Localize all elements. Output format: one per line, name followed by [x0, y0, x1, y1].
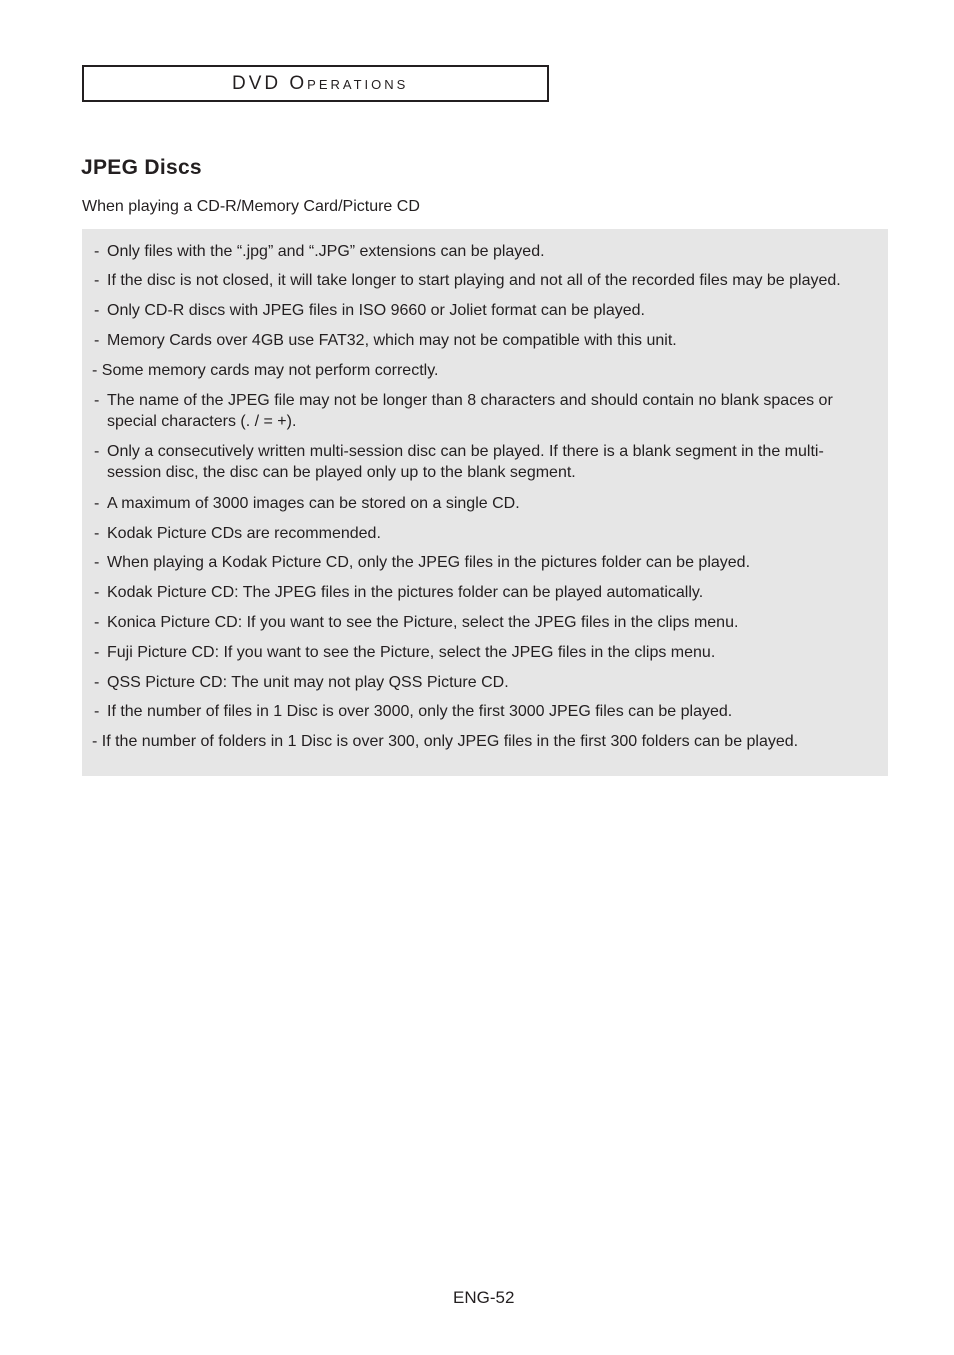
note-item — [94, 642, 874, 663]
note-text: QSS Picture CD: The unit may not play QSS Picture CD. — [107, 674, 509, 691]
note-dash: - — [94, 554, 100, 571]
note-dash: - — [94, 525, 100, 542]
note-item — [94, 552, 874, 573]
page-heading: JPEG Discs — [81, 156, 202, 179]
note-dash: - — [94, 443, 100, 460]
note-dash: - — [94, 674, 100, 691]
note-item — [94, 390, 874, 432]
note-item — [94, 612, 874, 633]
note-dash: - — [94, 243, 100, 260]
note-item: - If the number of folders in 1 Disc is over 300, only JPEG files in the first 300 folders can be played. — [92, 733, 799, 750]
section-header-box — [82, 65, 549, 102]
notes-panel — [82, 229, 888, 776]
note-text: Fuji Picture CD: If you want to see the Picture, select the JPEG files in the clips menu. — [107, 644, 716, 661]
note-text: When playing a Kodak Picture CD, only the JPEG files in the pictures folder can be played. — [107, 554, 751, 571]
note-dash: - — [94, 584, 100, 601]
note-item — [94, 330, 874, 351]
note-item — [94, 270, 874, 291]
note-item — [94, 672, 874, 693]
note-text: Konica Picture CD: If you want to see the Picture, select the JPEG files in the clips menu. — [107, 614, 739, 631]
note-text: The name of the JPEG file may not be longer than 8 characters and should contain no blank spaces or special characters (. / = +). — [107, 392, 833, 430]
note-dash: - — [94, 302, 100, 319]
note-text: Only CD-R discs with JPEG files in ISO 9660 or Joliet format can be played. — [107, 302, 645, 319]
note-item — [94, 493, 874, 514]
note-item — [94, 441, 874, 483]
note-item: - Some memory cards may not perform correctly. — [92, 362, 439, 379]
section-title: DVD Operations — [232, 73, 409, 94]
note-dash: - — [94, 614, 100, 631]
note-dash: - — [94, 644, 100, 661]
note-text: If the number of files in 1 Disc is over 3000, only the first 3000 JPEG files can be played. — [107, 703, 733, 720]
note-dash: - — [94, 495, 100, 512]
note-item — [94, 523, 874, 544]
note-text: Only a consecutively written multi-session disc can be played. If there is a blank segment in the multi-session disc, the disc can be played only up to the blank segment. — [107, 443, 824, 481]
note-dash: - — [94, 272, 100, 289]
note-text: Kodak Picture CDs are recommended. — [107, 525, 381, 542]
note-text: Kodak Picture CD: The JPEG files in the pictures folder can be played automatically. — [107, 584, 704, 601]
note-text: Memory Cards over 4GB use FAT32, which may not be compatible with this unit. — [107, 332, 677, 349]
intro-text: When playing a CD-R/Memory Card/Picture CD — [82, 198, 420, 215]
note-text: If the disc is not closed, it will take longer to start playing and not all of the recorded files may be played. — [107, 272, 841, 289]
note-text: A maximum of 3000 images can be stored on a single CD. — [107, 495, 520, 512]
note-item — [94, 701, 874, 722]
note-item — [94, 300, 874, 321]
note-text: Only files with the “.jpg” and “.JPG” extensions can be played. — [107, 243, 545, 260]
note-item — [94, 241, 874, 262]
page-number: ENG-52 — [453, 1288, 515, 1307]
note-dash: - — [94, 392, 100, 409]
note-dash: - — [94, 332, 100, 349]
note-item — [94, 582, 874, 603]
note-dash: - — [94, 703, 100, 720]
